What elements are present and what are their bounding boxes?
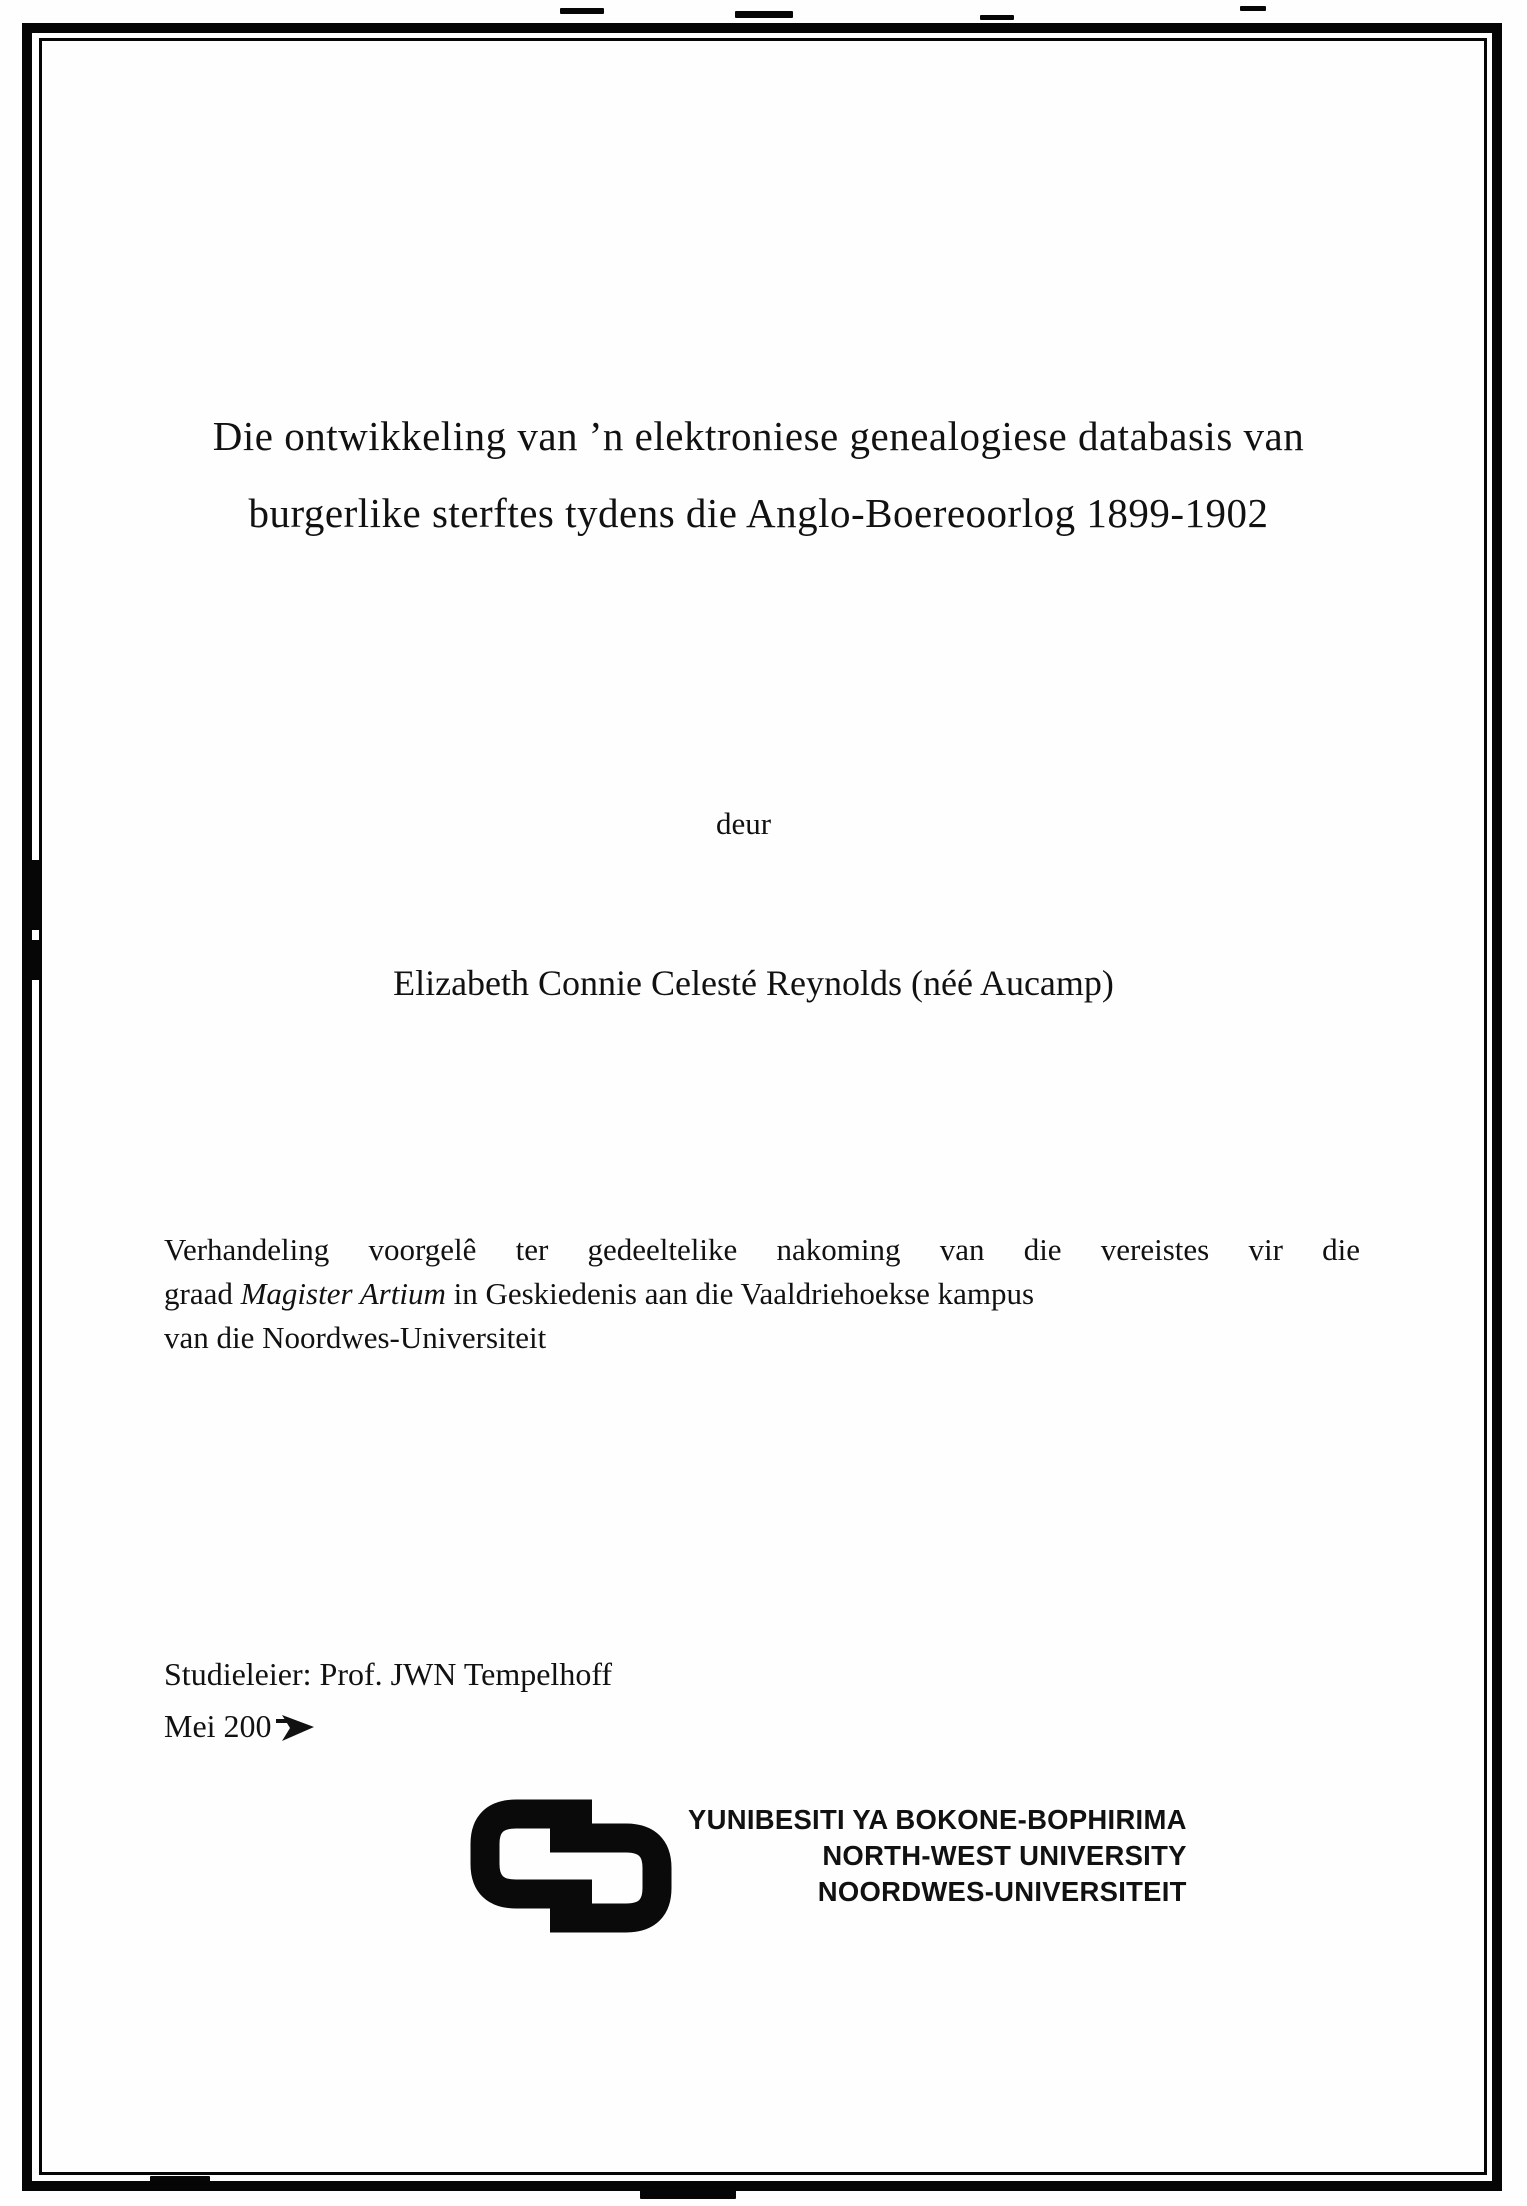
logo-line-afrikaans: NOORDWES-UNIVERSITEIT bbox=[817, 1876, 1187, 1907]
thesis-statement-line1: Verhandeling voorgelê ter gedeeltelike nakoming van die vereistes vir die bbox=[164, 1232, 1360, 1267]
scan-artifact bbox=[1240, 6, 1266, 11]
degree-suffix: in Geskiedenis aan die Vaaldriehoekse kampus bbox=[445, 1276, 1035, 1311]
degree-prefix: graad bbox=[164, 1276, 241, 1311]
thesis-statement-line3: van die Noordwes-Universiteit bbox=[164, 1320, 547, 1355]
university-logo-text bbox=[688, 1802, 1187, 1910]
date-line bbox=[164, 1700, 612, 1752]
supervisor-line: Studieleier: Prof. JWN Tempelhoff bbox=[164, 1656, 613, 1692]
thesis-statement bbox=[164, 1228, 1360, 1360]
thesis-title-line1: Die ontwikkeling van ’n elektroniese genealogiese databasis van bbox=[212, 413, 1305, 459]
scan-artifact bbox=[560, 8, 604, 14]
thesis-title-line2: burgerlike sterftes tydens die Anglo-Boereoorlog 1899-1902 bbox=[248, 490, 1269, 536]
author-name: Elizabeth Connie Celesté Reynolds (néé Aucamp) bbox=[393, 963, 1114, 1003]
scan-artifact bbox=[150, 2176, 210, 2182]
scan-artifact bbox=[640, 2190, 736, 2199]
university-logo-icon bbox=[468, 1798, 674, 1934]
supervisor-block bbox=[164, 1648, 612, 1752]
scan-artifact bbox=[28, 860, 42, 930]
scan-artifact bbox=[980, 15, 1014, 20]
logo-line-setswana: YUNIBESITI YA BOKONE-BOPHIRIMA bbox=[688, 1804, 1187, 1835]
degree-name: Magister Artium bbox=[240, 1276, 446, 1311]
byline-label: deur bbox=[715, 806, 772, 841]
university-logo bbox=[468, 1798, 1197, 1934]
logo-line-english: NORTH-WEST UNIVERSITY bbox=[822, 1840, 1187, 1871]
scan-artifact bbox=[735, 11, 793, 18]
date-text: Mei 200 bbox=[164, 1708, 272, 1744]
thesis-title bbox=[120, 398, 1397, 552]
thesis-statement-line2 bbox=[164, 1272, 1360, 1316]
distorted-seven-glyph bbox=[276, 1712, 316, 1744]
